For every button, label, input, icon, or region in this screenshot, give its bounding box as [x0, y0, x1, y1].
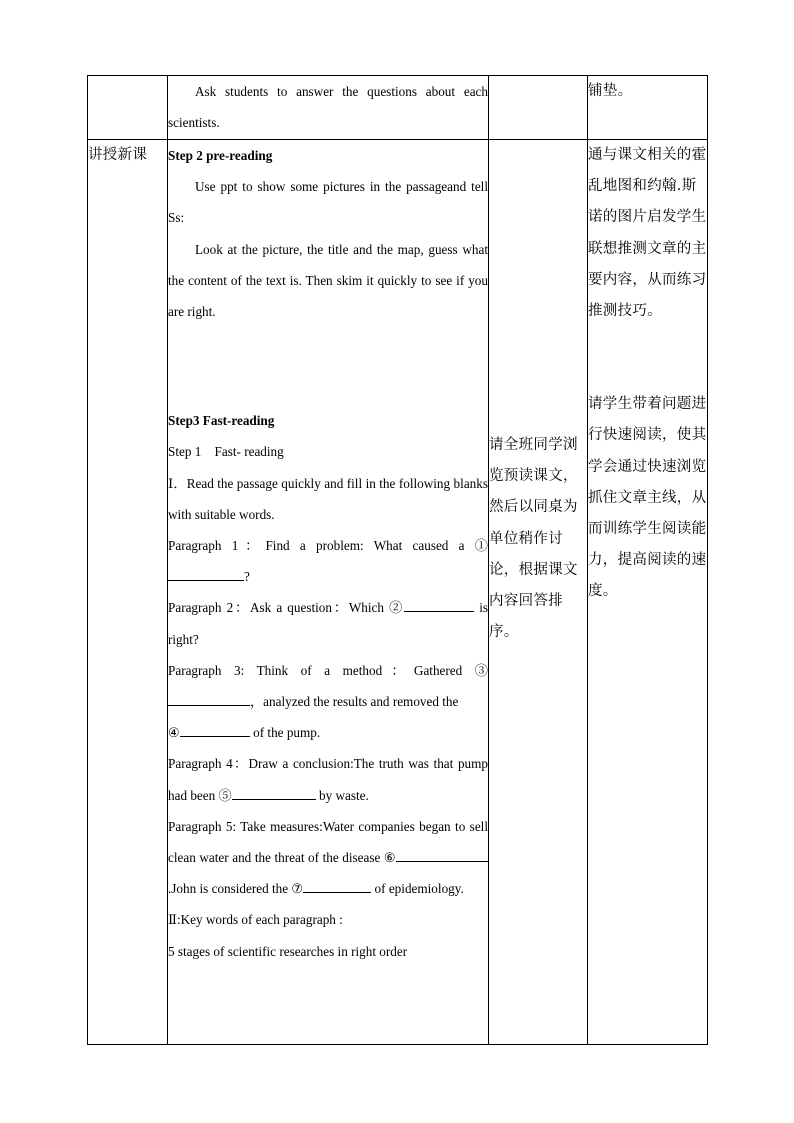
- purpose-text: 铺垫。: [588, 83, 633, 99]
- purpose-text: 请学生带着问题进行快速阅读，使其学会通过快速浏览抓住文章主线，从而训练学生阅读能力，提高阅读的速度。: [588, 396, 707, 600]
- table-row: [88, 140, 708, 1045]
- answer-blank: [303, 877, 371, 893]
- answer-blank: [168, 565, 244, 581]
- stage-cell: 讲授新课: [88, 140, 168, 1045]
- activity-cell: [489, 140, 588, 1045]
- content-line: Ask students to answer the questions about each: [195, 84, 488, 99]
- task-1: Ⅰ．Read the passage quickly and fill in the following blanks with suitable words.: [168, 475, 488, 522]
- answer-blank: [232, 784, 316, 800]
- answer-blank: [168, 690, 250, 706]
- answer-blank: [180, 721, 250, 737]
- step3-title: Step3 Fast-reading: [168, 413, 275, 429]
- paragraph-4-item: Paragraph 4：Draw a conclusion:The truth was that pump had been ⑤ by waste.: [168, 756, 488, 803]
- stages-line: 5 stages of scientific researches in right order: [168, 943, 408, 959]
- table-row: [88, 76, 708, 140]
- step2-guess: Look at the picture, the title and the map, guess what the content of the text is. Then skim it quickly to see if you are right.: [168, 241, 488, 320]
- answer-blank: [396, 846, 488, 862]
- content-cell: [168, 140, 489, 1045]
- stage-cell: [88, 76, 168, 140]
- paragraph-3-item: Paragraph 3: Think of a method：Gathered ③，analyzed the results and removed the ④ of the pump.: [168, 662, 488, 741]
- lesson-plan-table: [87, 75, 708, 1045]
- spacer: [168, 327, 488, 405]
- task-2: Ⅱ:Key words of each paragraph :: [168, 912, 343, 928]
- purpose-cell: [588, 76, 708, 140]
- answer-blank: [404, 596, 474, 612]
- purpose-cell: [588, 140, 708, 1045]
- paragraph-2-item: Paragraph 2：Ask a question：Which ② is right?: [168, 592, 488, 654]
- paragraph-5-item: Paragraph 5: Take measures:Water companies began to sell clean water and the threat of the disease ⑥.John is considered the ⑦ of epidemiology.: [168, 818, 488, 897]
- activity-cell: [489, 76, 588, 140]
- step2-title: Step 2 pre-reading: [168, 148, 273, 163]
- content-cell: [168, 76, 489, 140]
- purpose-text: 通与课文相关的霍乱地图和约翰.斯诺的图片启发学生联想推测文章的主要内容，从而练习推测技巧。: [588, 147, 707, 320]
- activity-text: 请全班同学浏览预读课文，然后以同桌为单位稍作讨论，根据课文内容回答排序。: [489, 437, 578, 641]
- paragraph-1-item: Paragraph 1：Find a problem: What caused a ①?: [168, 538, 488, 585]
- step2-instruction: Use ppt to show some pictures in the passageand tell Ss:: [168, 179, 488, 226]
- step3-subtitle: Step 1 Fast- reading: [168, 444, 284, 460]
- content-line: scientists.: [168, 115, 220, 131]
